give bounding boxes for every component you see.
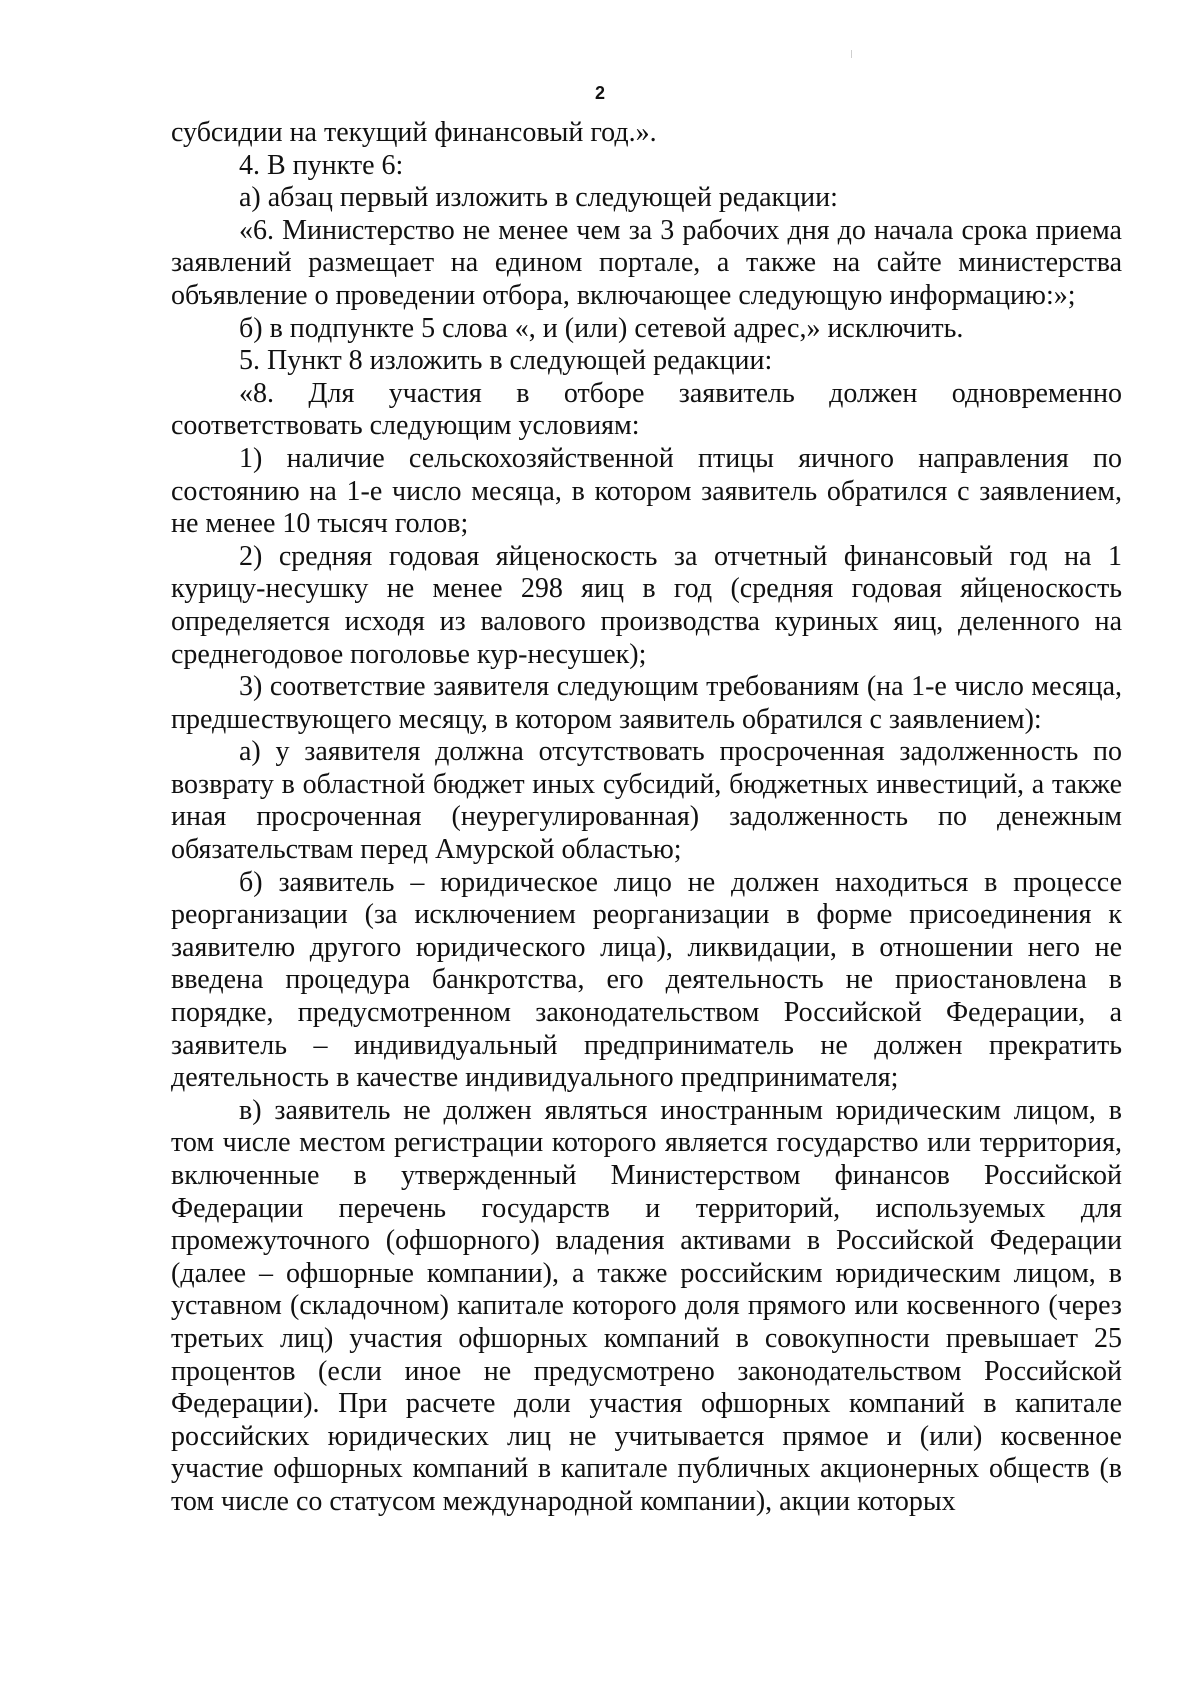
paragraph: а) абзац первый изложить в следующей редакции:: [239, 182, 838, 214]
paragraph: б) в подпункте 5 слова «, и (или) сетевой адрес,» исключить.: [239, 312, 964, 344]
page-number: 2: [594, 83, 605, 103]
paragraph: 1) наличие сельскохозяйственной птицы яичного направления по состоянию на 1-е число месяца, в котором заявитель обратился с заявлением, не менее 10 тысяч голов;: [171, 442, 1122, 540]
paragraph: 3) соответствие заявителя следующим требованиям (на 1-е число месяца, предшествующего месяцу, в котором заявитель обратился с заявлением):: [171, 671, 1122, 735]
paragraph: в) заявитель не должен являться иностранным юридическим лицом, в том числе местом регистрации которого является государство или территория, включенные в утвержденный Министерством финансов Российской Федерации перечень государств и территорий, используемых для промежуточного (офшорного) владения активами в Российской Федерации (далее – офшорные компании), а также российским юридическим лицом, в уставном (складочном) капитале которого доля прямого или косвенного (через третьих лиц) участия офшорных компаний в совокупности превышает 25 процентов (если иное не предусмотрено законодательством Российской Федерации). При расчете доли участия офшорных компаний в капитале российских юридических лиц не учитывается прямое и (или) косвенное участие офшорных компаний в капитале публичных акционерных обществ (в том числе со статусом международной компании), акции которых: [171, 1094, 1122, 1517]
document-body: [171, 117, 1122, 1519]
paragraph: а) у заявителя должна отсутствовать просроченная задолженность по возврату в областной бюджет иных субсидий, бюджетных инвестиций, а также иная просроченная (неурегулированная) задолженность по денежным обязательствам перед Амурской областью;: [171, 736, 1122, 866]
scan-artifact: [851, 50, 852, 58]
paragraph: б) заявитель – юридическое лицо не должен находиться в процессе реорганизации (за исключением реорганизации в форме присоединения к заявителю другого юридического лица), ликвидации, в отношении него не введена процедура банкротства, его деятельность не приостановлена в порядке, предусмотренном законодательством Российской Федерации, а заявитель – индивидуальный предприниматель не должен прекратить деятельность в качестве индивидуального предпринимателя;: [171, 866, 1122, 1094]
paragraph: «6. Министерство не менее чем за 3 рабочих дня до начала срока приема заявлений размещает на едином портале, а также на сайте министерства объявление о проведении отбора, включающее следующую информацию:»;: [171, 214, 1122, 311]
paragraph: «8. Для участия в отборе заявитель должен одновременно соответствовать следующим условиям:: [171, 377, 1122, 442]
paragraph: 4. В пункте 6:: [239, 149, 404, 181]
paragraph: 5. Пункт 8 изложить в следующей редакции:: [239, 345, 773, 377]
paragraph: 2) средняя годовая яйценоскость за отчетный финансовый год на 1 курицу-несушку не менее 298 яиц в год (средняя годовая яйценоскость определяется исходя из валового производства куриных яиц, деленного на среднегодовое поголовье кур-несушек);: [171, 540, 1122, 670]
paragraph: субсидии на текущий финансовый год.».: [171, 117, 657, 148]
